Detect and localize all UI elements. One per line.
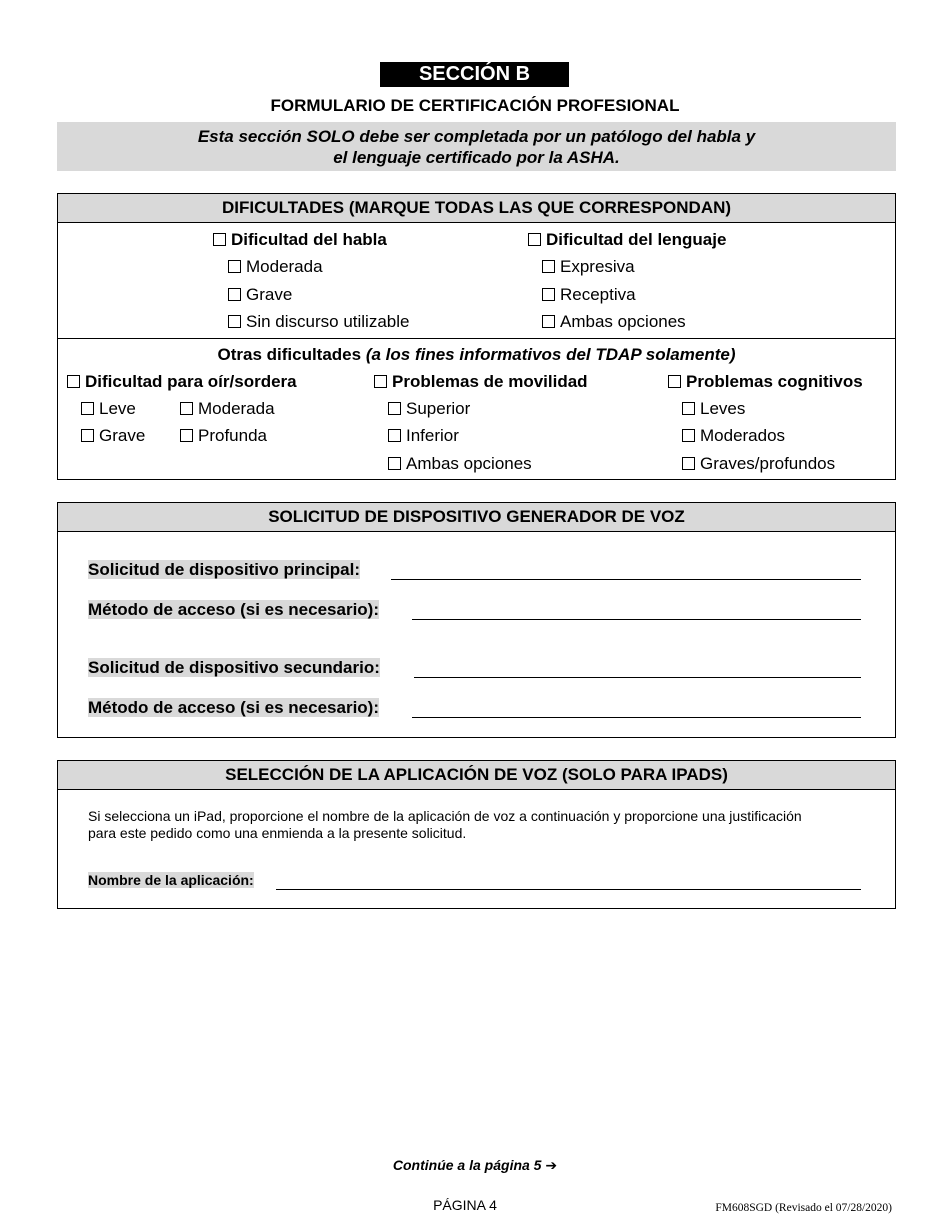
notice-line-2: el lenguaje certificado por la ASHA.	[333, 148, 620, 167]
mobility-upper-checkbox[interactable]: Superior	[388, 399, 470, 419]
language-both-checkbox[interactable]: Ambas opciones	[542, 312, 686, 332]
app-selection-panel	[57, 760, 896, 909]
difficulties-panel	[57, 193, 896, 480]
secondary-device-label: Solicitud de dispositivo secundario:	[88, 658, 380, 677]
access-method-1-input[interactable]	[412, 601, 861, 620]
checkbox-icon	[180, 429, 193, 442]
form-code: FM608SGD (Revisado el 07/28/2020)	[715, 1202, 892, 1214]
checkbox-icon	[67, 375, 80, 388]
checkbox-icon	[542, 288, 555, 301]
hearing-difficulty-checkbox[interactable]: Dificultad para oír/sordera	[67, 372, 297, 392]
page-number: PÁGINA 4	[433, 1197, 497, 1213]
checkbox-icon	[388, 457, 401, 470]
checkbox-icon	[668, 375, 681, 388]
speech-moderate-checkbox[interactable]: Moderada	[228, 257, 323, 277]
checkbox-icon	[542, 315, 555, 328]
continue-note: Continúe a la página 5 ➔	[392, 1157, 558, 1173]
instructions-line-2: para este pedido como una enmienda a la presente solicitud.	[88, 825, 467, 841]
notice-line-1: Esta sección SOLO debe ser completada por un patólogo del habla y	[197, 127, 756, 146]
speech-no-usable-speech-checkbox[interactable]: Sin discurso utilizable	[228, 312, 409, 332]
hearing-moderate-checkbox[interactable]: Moderada	[180, 399, 275, 419]
checkbox-icon	[682, 429, 695, 442]
section-tag: SECCIÓN B	[380, 62, 569, 87]
cognitive-severe-checkbox[interactable]: Graves/profundos	[682, 454, 835, 474]
divider	[58, 338, 895, 339]
checkbox-icon	[682, 457, 695, 470]
checkbox-icon	[542, 260, 555, 273]
primary-device-label: Solicitud de dispositivo principal:	[88, 560, 361, 579]
instructions-line-1: Si selecciona un iPad, proporcione el nombre de la aplicación de voz a continuación y proporcione una justificación	[88, 808, 802, 824]
cognitive-moderate-checkbox[interactable]: Moderados	[682, 426, 785, 446]
other-difficulties-heading: Otras dificultades (a los fines informativos del TDAP solamente)	[217, 345, 736, 364]
device-request-panel	[57, 502, 896, 738]
cognitive-problems-checkbox[interactable]: Problemas cognitivos	[668, 372, 863, 392]
app-name-input[interactable]	[276, 873, 861, 890]
app-instructions	[88, 808, 802, 842]
certification-notice	[57, 122, 896, 171]
hearing-severe-checkbox[interactable]: Grave	[81, 426, 145, 446]
checkbox-icon	[180, 402, 193, 415]
app-name-label: Nombre de la aplicación:	[88, 872, 254, 888]
form-title: FORMULARIO DE CERTIFICACIÓN PROFESIONAL	[270, 96, 680, 115]
arrow-right-icon: ➔	[545, 1157, 558, 1173]
mobility-problems-checkbox[interactable]: Problemas de movilidad	[374, 372, 588, 392]
checkbox-icon	[81, 402, 94, 415]
checkbox-icon	[228, 288, 241, 301]
checkbox-icon	[388, 429, 401, 442]
mobility-both-checkbox[interactable]: Ambas opciones	[388, 454, 532, 474]
mobility-lower-checkbox[interactable]: Inferior	[388, 426, 459, 446]
access-method-1-label: Método de acceso (si es necesario):	[88, 600, 379, 619]
checkbox-icon	[213, 233, 226, 246]
checkbox-icon	[228, 315, 241, 328]
checkbox-icon	[228, 260, 241, 273]
speech-severe-checkbox[interactable]: Grave	[228, 285, 292, 305]
language-difficulty-checkbox[interactable]: Dificultad del lenguaje	[528, 230, 726, 250]
hearing-profound-checkbox[interactable]: Profunda	[180, 426, 267, 446]
speech-difficulty-checkbox[interactable]: Dificultad del habla	[213, 230, 387, 250]
checkbox-icon	[81, 429, 94, 442]
access-method-2-label: Método de acceso (si es necesario):	[88, 698, 379, 717]
difficulties-title: DIFICULTADES (MARQUE TODAS LAS QUE CORRESPONDAN)	[58, 194, 895, 223]
primary-device-input[interactable]	[391, 561, 861, 580]
hearing-mild-checkbox[interactable]: Leve	[81, 399, 136, 419]
checkbox-icon	[682, 402, 695, 415]
checkbox-icon	[388, 402, 401, 415]
cognitive-mild-checkbox[interactable]: Leves	[682, 399, 745, 419]
access-method-2-input[interactable]	[412, 699, 861, 718]
app-selection-title: SELECCIÓN DE LA APLICACIÓN DE VOZ (SOLO PARA IPADS)	[58, 761, 895, 790]
language-expressive-checkbox[interactable]: Expresiva	[542, 257, 635, 277]
checkbox-icon	[528, 233, 541, 246]
checkbox-icon	[374, 375, 387, 388]
language-receptive-checkbox[interactable]: Receptiva	[542, 285, 636, 305]
secondary-device-input[interactable]	[414, 659, 861, 678]
device-request-title: SOLICITUD DE DISPOSITIVO GENERADOR DE VOZ	[58, 503, 895, 532]
